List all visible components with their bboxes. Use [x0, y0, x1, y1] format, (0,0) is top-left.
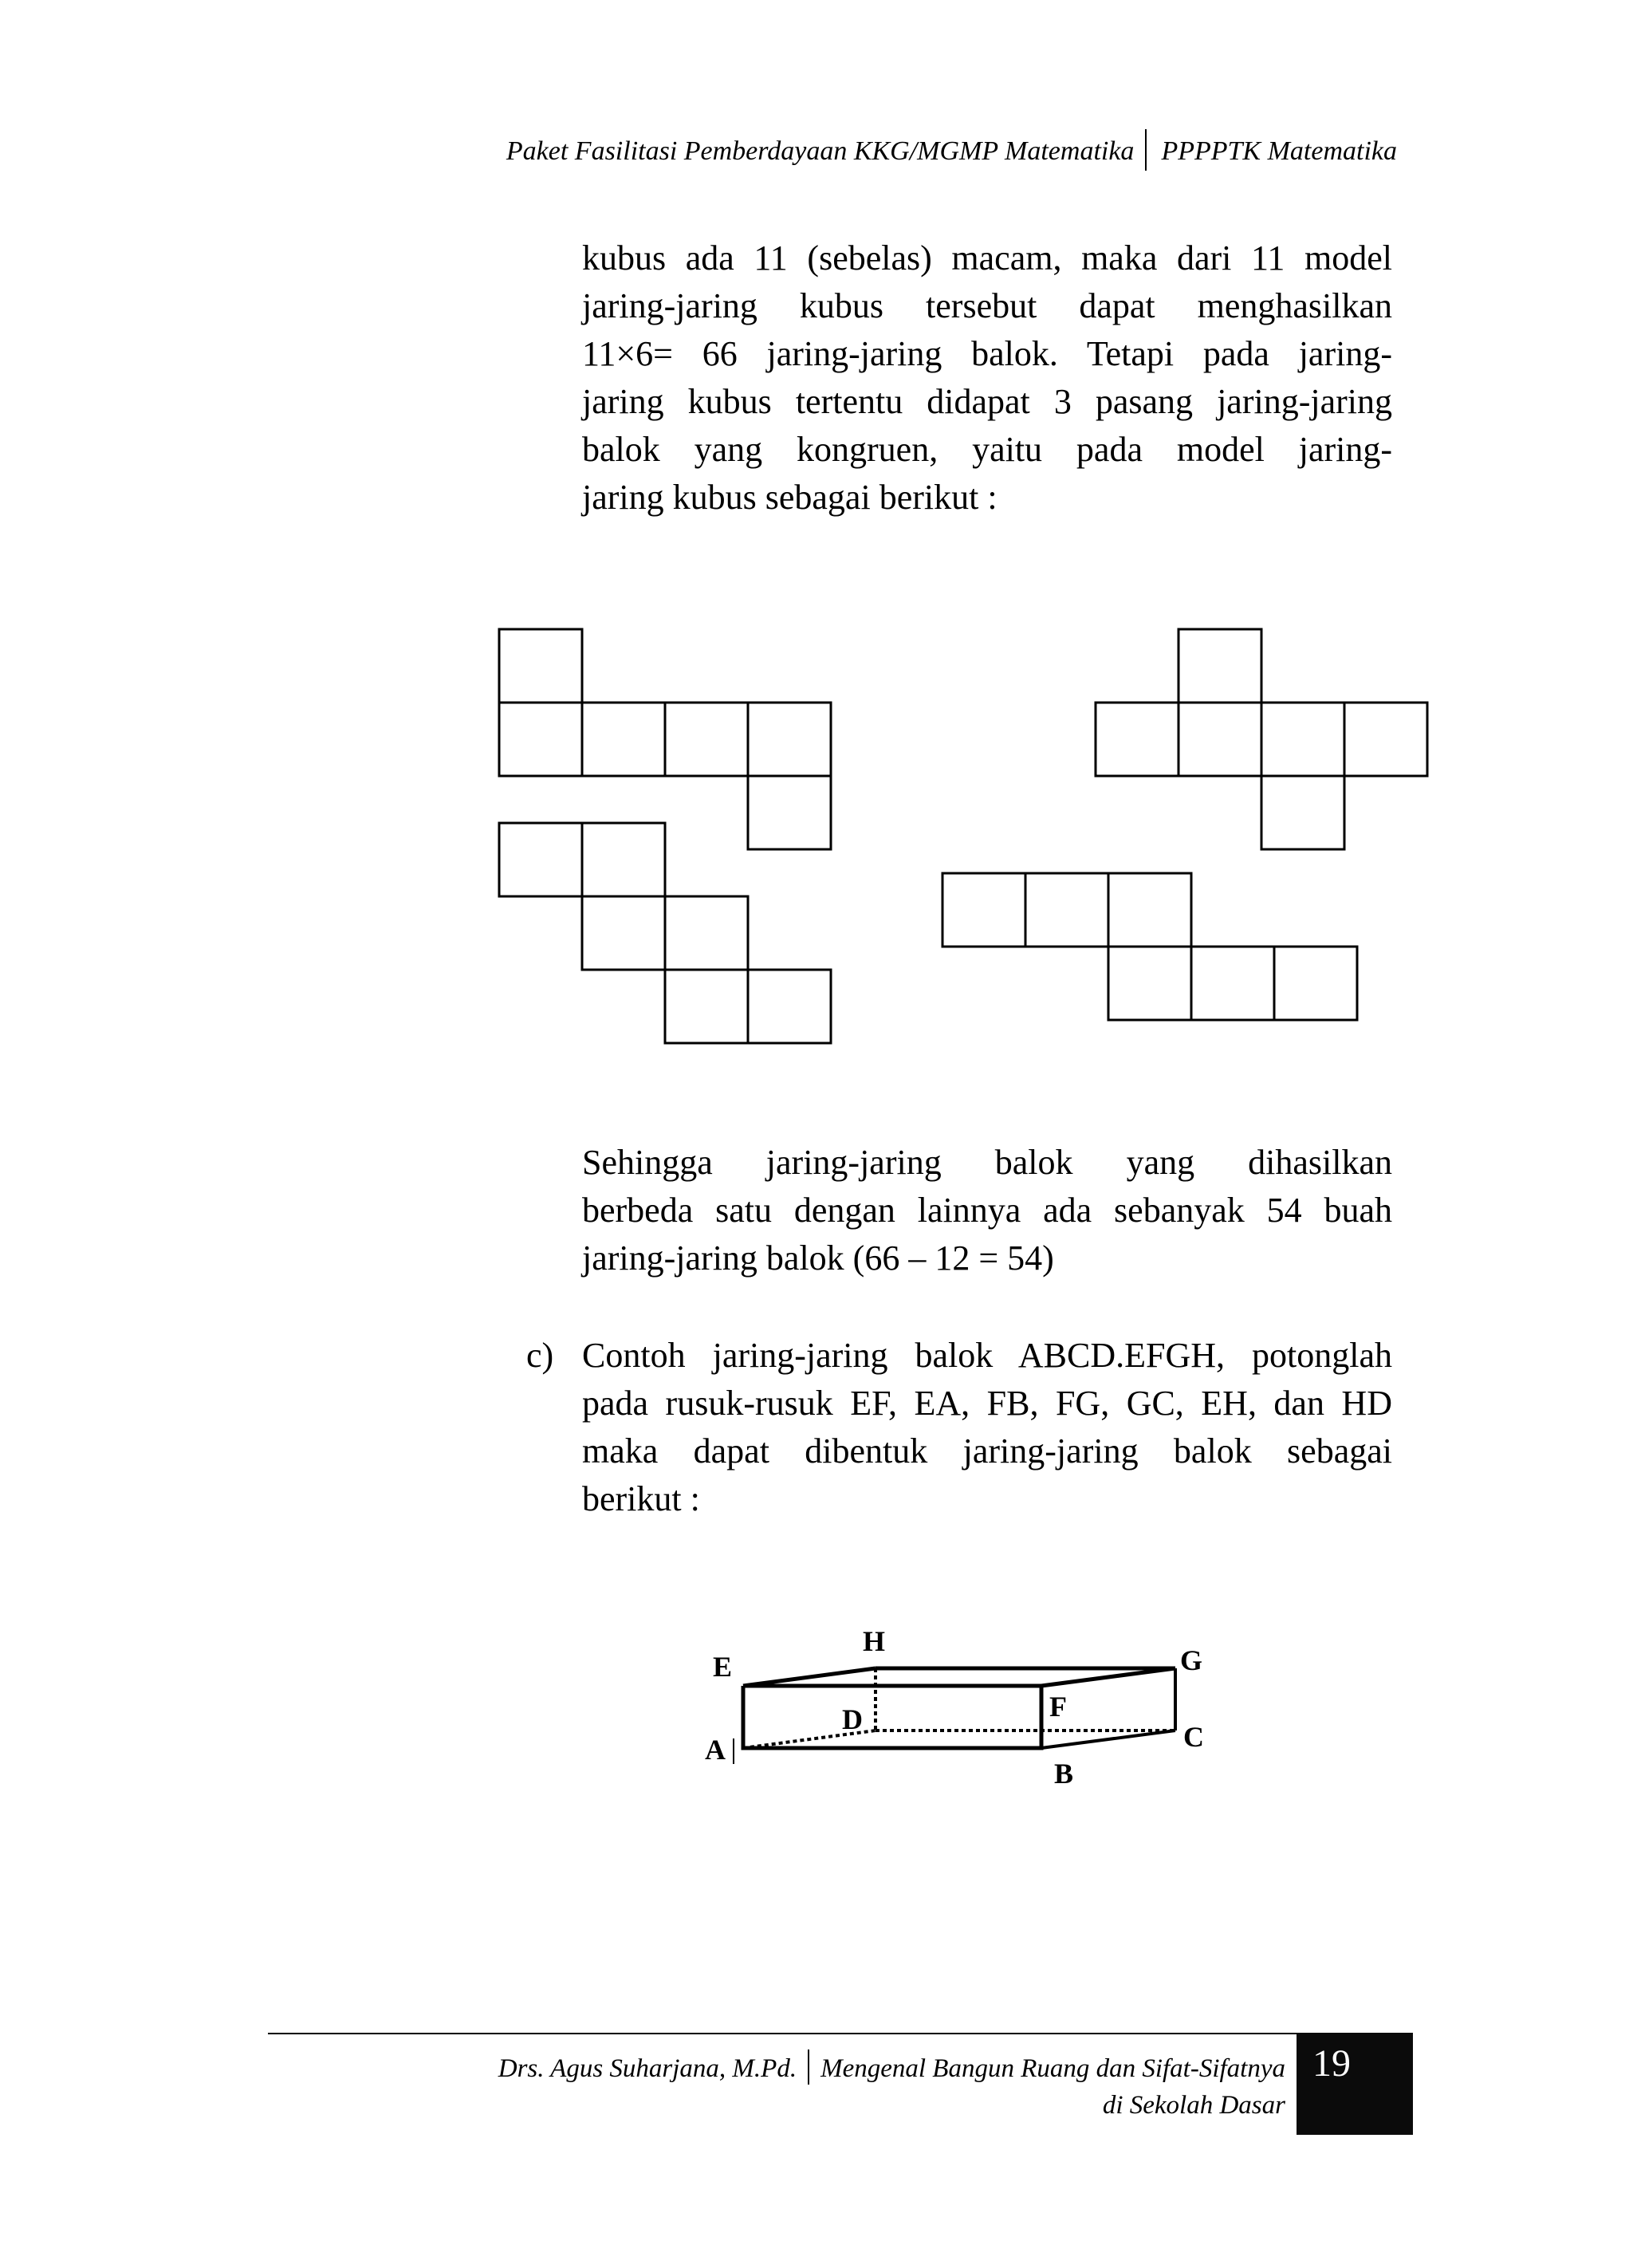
text-line: jaring kubus tertentu didapat 3 pasang jaring-jaring	[582, 382, 1392, 421]
vertex-label-b: B	[1054, 1758, 1074, 1790]
text-line: jaring-jaring kubus tersebut dapat menghasilkan	[582, 286, 1392, 325]
text-line: berikut :	[582, 1479, 700, 1518]
text-line: 11×6= 66 jaring-jaring balok. Tetapi pada jaring-	[582, 334, 1392, 373]
footer-title-line1: Mengenal Bangun Ruang dan Sifat-Sifatnya	[820, 2054, 1285, 2083]
footer-title-line2: di Sekolah Dasar	[1102, 2091, 1285, 2120]
footer-divider	[808, 2049, 809, 2085]
text-line: maka dapat dibentuk jaring-jaring balok sebagai	[582, 1431, 1392, 1471]
vertex-label-g: G	[1180, 1644, 1203, 1676]
vertex-label-a: A	[705, 1734, 726, 1766]
text-line: berbeda satu dengan lainnya ada sebanyak 54 buah	[582, 1191, 1392, 1230]
page-number: 19	[1312, 2042, 1351, 2085]
header-right: PPPPTK Matematika	[1161, 136, 1397, 166]
text-line: jaring kubus sebagai berikut :	[582, 478, 998, 517]
vertex-label-e: E	[713, 1651, 733, 1683]
list-marker-c: c)	[526, 1336, 554, 1375]
vertex-label-h: H	[863, 1625, 886, 1657]
vertex-label-f: F	[1049, 1691, 1067, 1723]
text-line: kubus ada 11 (sebelas) macam, maka dari 11 model	[582, 238, 1392, 278]
running-footer	[0, 2049, 1285, 2124]
text-line: Sehingga jaring-jaring balok yang dihasilkan	[582, 1143, 1392, 1182]
text-line: Contoh jaring-jaring balok ABCD.EFGH, potonglah	[582, 1336, 1392, 1375]
text-line: pada rusuk-rusuk EF, EA, FB, FG, GC, EH, dan HD	[582, 1384, 1392, 1423]
text-line: jaring-jaring balok (66 – 12 = 54)	[582, 1238, 1054, 1278]
header-left: Paket Fasilitasi Pemberdayaan KKG/MGMP Matematika	[506, 136, 1135, 166]
text-line: balok yang kongruen, yaitu pada model jaring-	[582, 430, 1392, 469]
footer-author: Drs. Agus Suharjana, M.Pd.	[498, 2054, 797, 2083]
vertex-label-c: C	[1183, 1721, 1204, 1753]
vertex-label-d: D	[842, 1703, 863, 1735]
footer-rule	[268, 2033, 1297, 2034]
